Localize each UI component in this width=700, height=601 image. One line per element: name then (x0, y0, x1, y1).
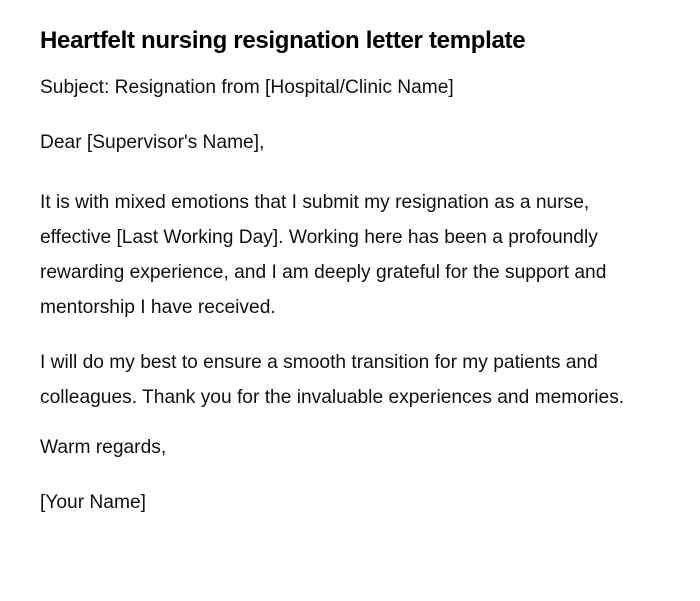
salutation: Dear [Supervisor's Name], (40, 132, 265, 153)
subject-line: Subject: Resignation from [Hospital/Clinic Name] (40, 77, 454, 98)
closing: Warm regards, (40, 437, 167, 458)
body-paragraph-1: It is with mixed emotions that I submit my resignation as a nurse, effective [Last Working Day]. Working here has been a profoundly rewarding experience, and I am deeply grateful for the support and mentorship I have received. (40, 192, 607, 318)
body-paragraph-2: I will do my best to ensure a smooth transition for my patients and colleagues. Thank you for the invaluable experiences and memories. (40, 352, 625, 408)
page-title: Heartfelt nursing resignation letter template (40, 27, 526, 54)
signature: [Your Name] (40, 492, 146, 513)
